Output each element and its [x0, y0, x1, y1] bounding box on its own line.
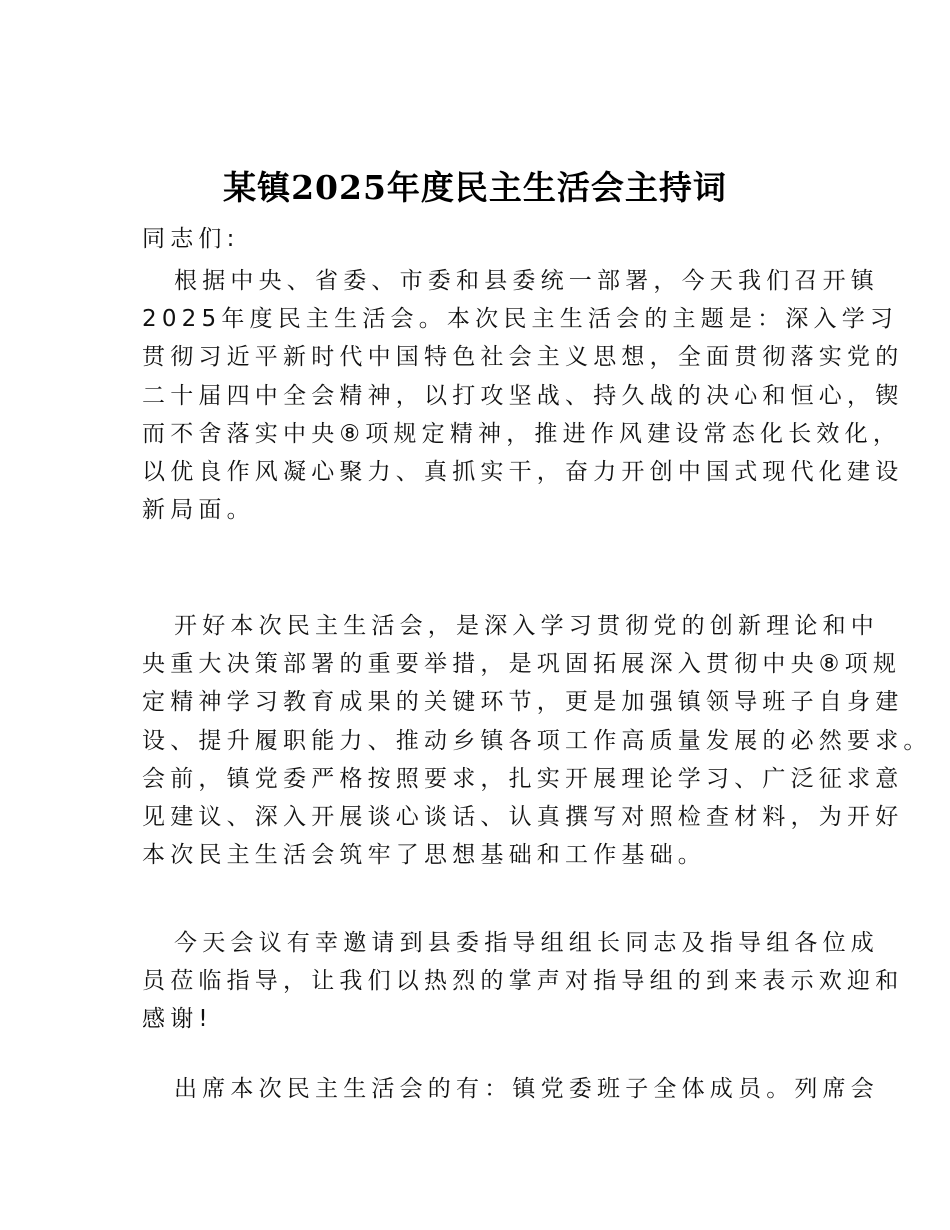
paragraph-line: 开好本次民主生活会，是深入学习贯彻党的创新理论和中: [174, 613, 879, 639]
paragraph-line: 设、提升履职能力、推动乡镇各项工作高质量发展的必然要求。: [142, 727, 932, 754]
paragraph-line: 2025年度民主生活会。本次民主生活会的主题是：深入学习: [142, 306, 899, 333]
paragraph-3: [142, 924, 904, 1039]
paragraph-line: 而不舍落实中央⑧项规定精神，推进作风建设常态化长效化，: [142, 420, 902, 447]
paragraph-line: 员莅临指导，让我们以热烈的掌声对指导组的到来表示欢迎和: [142, 968, 904, 995]
paragraph-line: 以优良作风凝心聚力、真抓实干，奋力开创中国式现代化建设: [142, 458, 904, 485]
paragraph-line: 今天会议有幸邀请到县委指导组组长同志及指导组各位成: [174, 930, 879, 956]
paragraph-line: 见建议、深入开展谈心谈话、认真撰写对照检查材料，为开好: [142, 803, 904, 830]
paragraph-line: 二十届四中全会精神，以打攻坚战、持久战的决心和恒心，锲: [142, 382, 904, 409]
salutation-line: 同志们:: [142, 226, 240, 252]
paragraph-line: 定精神学习教育成果的关键环节，更是加强镇领导班子自身建: [142, 689, 904, 716]
paragraph-line: 贯彻习近平新时代中国特色社会主义思想，全面贯彻落实党的: [142, 344, 904, 371]
paragraph-4: [142, 1070, 879, 1108]
salutation: [142, 220, 822, 258]
paragraph-2: [142, 607, 932, 874]
paragraph-line: 会前，镇党委严格按照要求，扎实开展理论学习、广泛征求意: [142, 765, 904, 792]
paragraph-line: 根据中央、省委、市委和县委统一部署，今天我们召开镇: [174, 268, 879, 294]
document-title: 某镇2025年度民主生活会主持词: [223, 168, 727, 207]
paragraph-line: 出席本次民主生活会的有：镇党委班子全体成员。列席会: [174, 1076, 879, 1102]
paragraph-line: 新局面。: [142, 497, 255, 524]
paragraph-line: 央重大决策部署的重要举措，是巩固拓展深入贯彻中央⑧项规: [142, 651, 902, 678]
paragraph-line: 本次民主生活会筑牢了思想基础和工作基础。: [142, 842, 706, 869]
paragraph-line: 感谢!: [142, 1006, 213, 1033]
paragraph-1: [142, 262, 904, 529]
